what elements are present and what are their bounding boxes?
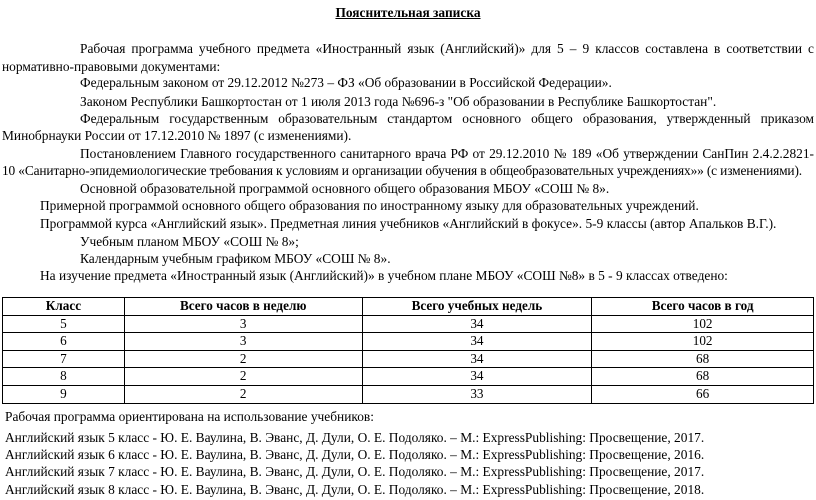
paragraph-3: Законом Республики Башкортостан от 1 июля 2013 года №696-з "Об образовании в Республике Башкортостан".: [80, 94, 717, 109]
cell-class: 5: [3, 315, 125, 333]
document-title: Пояснительная записка: [335, 5, 481, 20]
table-header-row: [3, 298, 814, 316]
header-total-weeks: Всего учебных недель: [362, 298, 592, 316]
paragraph-2: Федеральным законом от 29.12.2012 №273 – ФЗ «Об образовании в Российской Федерации».: [80, 75, 612, 90]
paragraph-5: Постановлением Главного государственного санитарного врача РФ от 29.12.2010 № 189 «Об утверждении СанПин 2.4.2.2821-: [80, 146, 814, 161]
cell-class: 9: [3, 385, 125, 403]
cell-total-weeks: 33: [362, 385, 592, 403]
paragraph-4: Федеральным государственным образовательным стандартом основного общего образования, утвержденный приказом: [80, 111, 814, 126]
textbook-item: Английский язык 7 класс - Ю. Е. Ваулина, В. Эванс, Д. Дули, О. Е. Подоляко. – М.: ExpressPublishing: Просвещение, 2017.: [5, 464, 705, 479]
paragraph-5-cont: 10 «Санитарно-эпидемиологические требования к условиям и организации обучения в общеобразовательных учреждениях»» (с изменениями).: [2, 163, 802, 178]
cell-total-weeks: 34: [362, 368, 592, 386]
table-row: [3, 333, 814, 351]
cell-hours-per-year: 68: [592, 368, 814, 386]
cell-hours-per-week: 2: [124, 368, 362, 386]
paragraph-8: Программой курса «Английский язык». Предметная линия учебников «Английский в фокусе». 5-9 классы (автор Апальков В.Г.).: [40, 216, 777, 231]
cell-hours-per-week: 3: [124, 333, 362, 351]
textbook-item: Английский язык 8 класс - Ю. Е. Ваулина, В. Эванс, Д. Дули, О. Е. Подоляко. – М.: ExpressPublishing: Просвещение, 2018.: [5, 482, 705, 497]
paragraph-11: На изучение предмета «Иностранный язык (Английский)» в учебном плане МБОУ «СОШ №8» в 5 - 9 классах отведено:: [40, 268, 728, 283]
paragraph-1-cont: нормативно-правовыми документами:: [2, 59, 221, 74]
paragraph-6: Основной образовательной программой основного общего образования МБОУ «СОШ № 8».: [80, 181, 610, 196]
cell-hours-per-year: 66: [592, 385, 814, 403]
header-hours-per-year: Всего часов в год: [592, 298, 814, 316]
cell-hours-per-year: 68: [592, 350, 814, 368]
table-row: [3, 315, 814, 333]
paragraph-7: Примерной программой основного общего образования по иностранному языку для образовательных учреждений.: [40, 198, 699, 213]
paragraph-1: Рабочая программа учебного предмета «Иностранный язык (Английский)» для 5 – 9 классов составлена в соответствии с: [80, 41, 814, 56]
cell-hours-per-year: 102: [592, 315, 814, 333]
paragraph-4-cont: Минобрнауки России от 17.12.2010 № 1897 (с изменениями).: [2, 128, 352, 143]
table-row: [3, 368, 814, 386]
textbooks-intro: Рабочая программа ориентирована на использование учебников:: [5, 409, 374, 424]
cell-total-weeks: 34: [362, 350, 592, 368]
header-class: Класс: [3, 298, 125, 316]
cell-hours-per-week: 3: [124, 315, 362, 333]
paragraph-9: Учебным планом МБОУ «СОШ № 8»;: [80, 234, 299, 249]
header-hours-per-week: Всего часов в неделю: [124, 298, 362, 316]
cell-class: 7: [3, 350, 125, 368]
paragraph-10: Календарным учебным графиком МБОУ «СОШ № 8».: [80, 251, 391, 266]
cell-hours-per-week: 2: [124, 350, 362, 368]
hours-table: [2, 297, 814, 404]
cell-hours-per-year: 102: [592, 333, 814, 351]
textbook-item: Английский язык 6 класс - Ю. Е. Ваулина, В. Эванс, Д. Дули, О. Е. Подоляко. – М.: ExpressPublishing: Просвещение, 2016.: [5, 447, 705, 462]
textbook-item: Английский язык 5 класс - Ю. Е. Ваулина, В. Эванс, Д. Дули, О. Е. Подоляко. – М.: ExpressPublishing: Просвещение, 2017.: [5, 430, 705, 445]
cell-total-weeks: 34: [362, 333, 592, 351]
cell-class: 8: [3, 368, 125, 386]
cell-total-weeks: 34: [362, 315, 592, 333]
cell-hours-per-week: 2: [124, 385, 362, 403]
table-row: [3, 350, 814, 368]
table-row: [3, 385, 814, 403]
cell-class: 6: [3, 333, 125, 351]
